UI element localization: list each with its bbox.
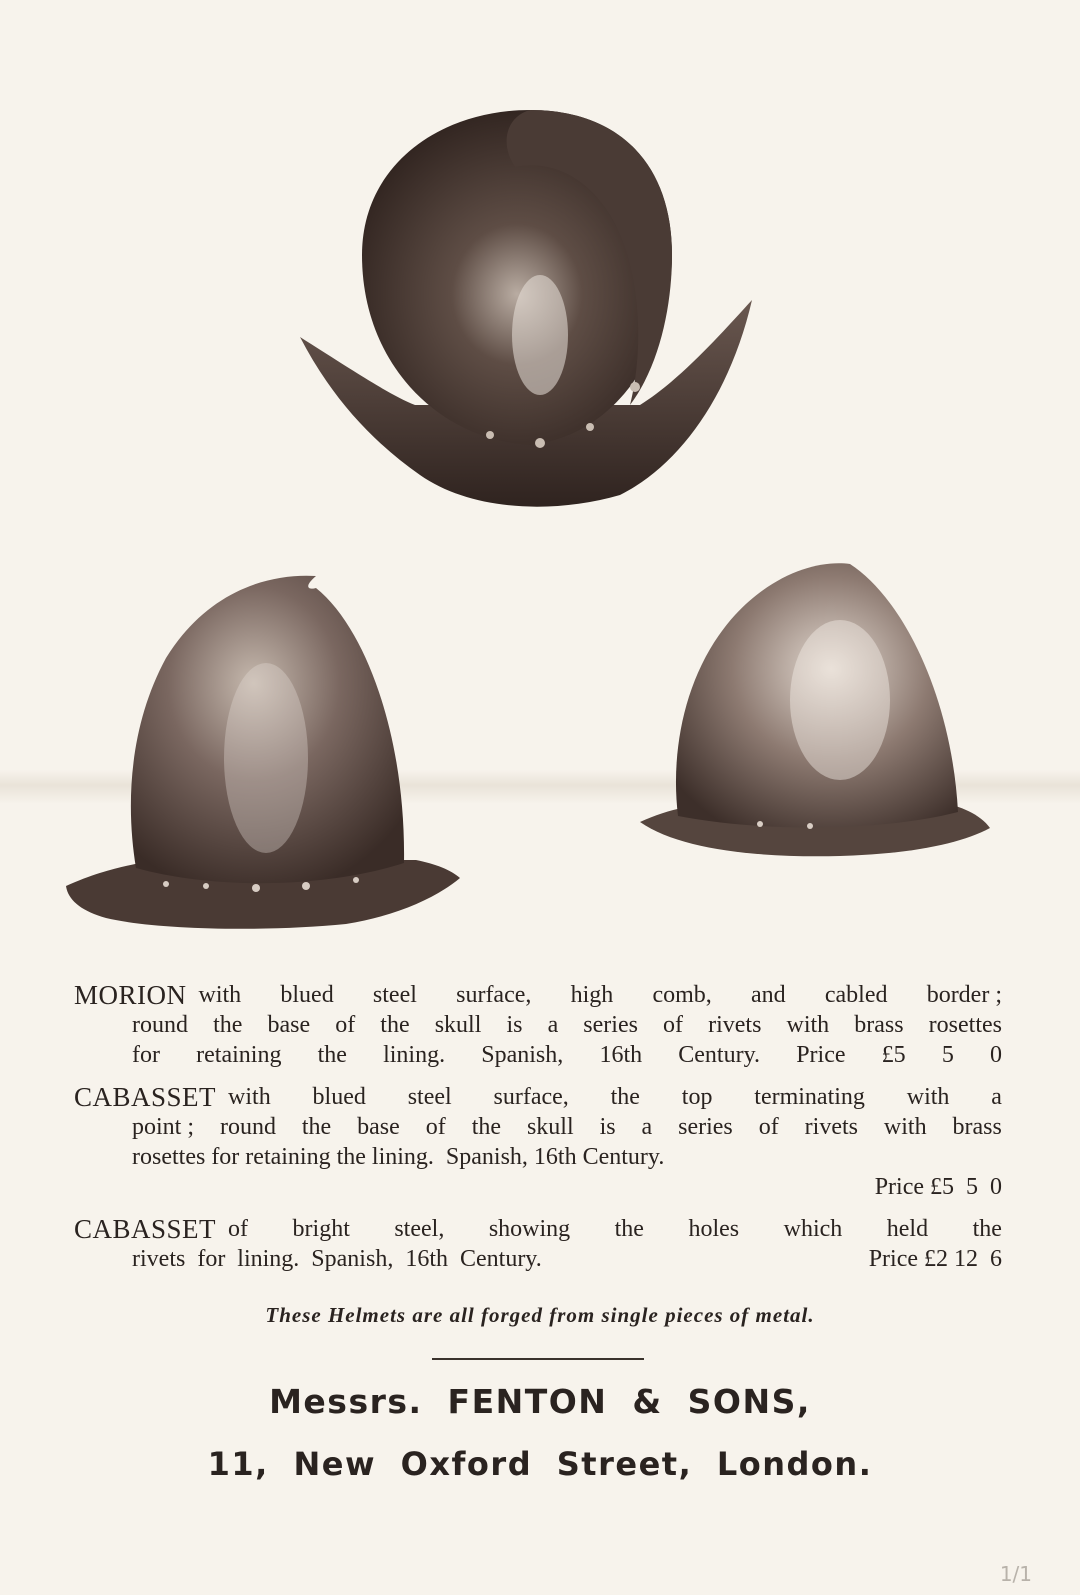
entry-line-3: for retaining the lining. Spanish, 16th Century. Price £5 5 0 bbox=[132, 1042, 1002, 1068]
entry-line-1: with blued steel surface, high comb, and cabled border ; bbox=[198, 982, 1002, 1008]
entry-line-1: of bright steel, showing the holes which held the bbox=[228, 1216, 1002, 1242]
morion-helmet-image bbox=[300, 105, 760, 515]
entry-line-2: point ; round the base of the skull is a series of rivets with brass bbox=[132, 1114, 1002, 1140]
entry-name: CABASSET bbox=[74, 1214, 217, 1244]
forging-note: These Helmets are all forged from single pieces of metal. bbox=[265, 1303, 815, 1327]
company-address: 11, New Oxford Street, London. bbox=[207, 1445, 873, 1483]
entry-morion bbox=[74, 980, 1002, 1070]
entry-line-2: rivets for lining. Spanish, 16th Century. Price £2 12 6 bbox=[132, 1246, 1002, 1272]
company-name: Messrs. FENTON & SONS, bbox=[269, 1382, 811, 1421]
divider-rule bbox=[432, 1358, 644, 1360]
page-indicator: 1/1 bbox=[999, 1562, 1032, 1586]
cabasset-bright-helmet-image bbox=[640, 560, 992, 860]
catalogue-entries bbox=[74, 980, 1002, 1286]
entry-cabasset-bright bbox=[74, 1214, 1002, 1274]
entry-price: Price £2 12 6 bbox=[868, 1246, 1002, 1272]
entry-line-2: round the base of the skull is a series of rivets with brass rosettes bbox=[132, 1012, 1002, 1038]
entry-line-1: with blued steel surface, the top terminating with a bbox=[228, 1084, 1002, 1110]
entry-price: Price £5 5 0 bbox=[874, 1174, 1002, 1200]
cabasset-blued-helmet-image bbox=[66, 568, 462, 930]
entry-name: MORION bbox=[74, 980, 187, 1010]
entry-line-3: rosettes for retaining the lining. Spanish, 16th Century. bbox=[132, 1144, 665, 1170]
entry-cabasset-blued bbox=[74, 1082, 1002, 1202]
entry-name: CABASSET bbox=[74, 1082, 217, 1112]
